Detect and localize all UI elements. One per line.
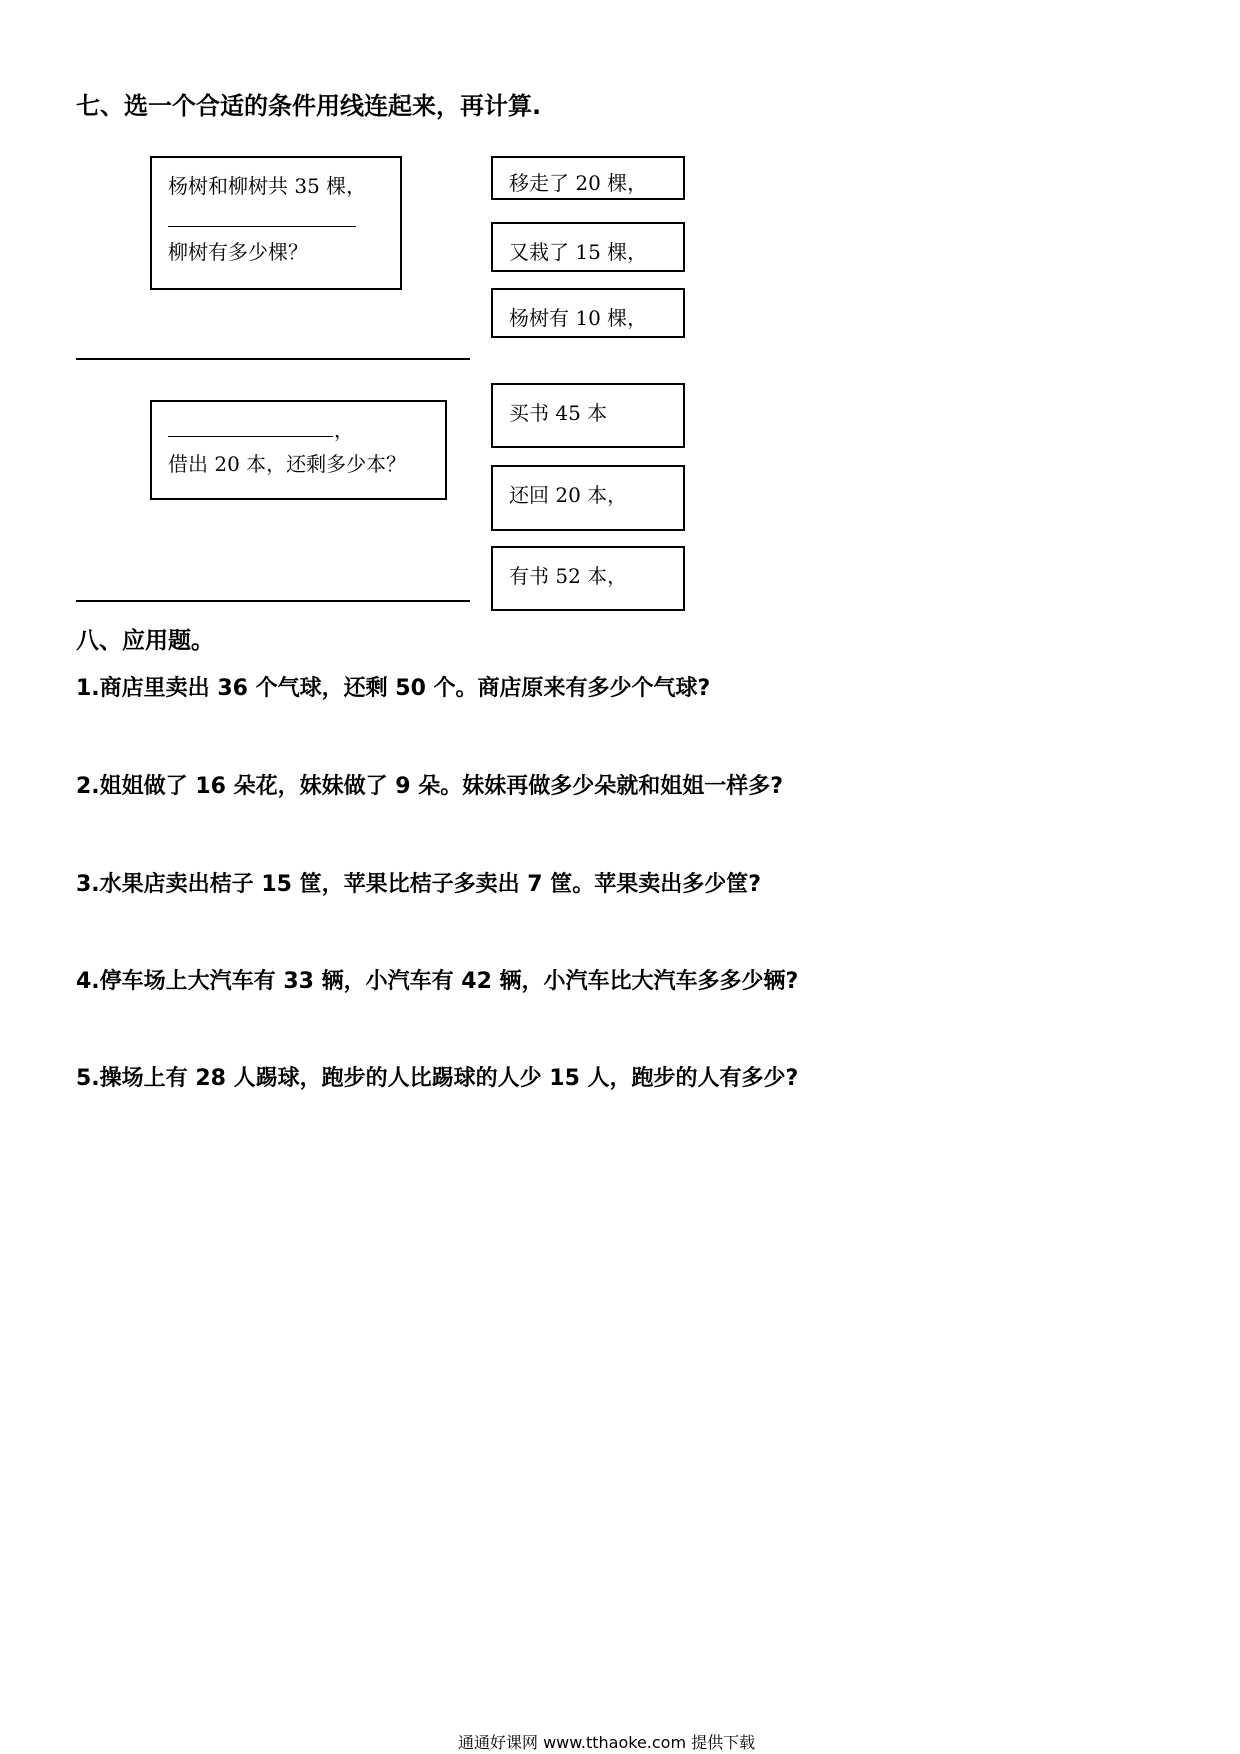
question-5: 5.操场上有 28 人踢球，跑步的人比踢球的人少 15 人，跑步的人有多少? xyxy=(76,1066,799,1091)
group2-question-comma: ， xyxy=(334,418,354,442)
group2-option-box-1[interactable] xyxy=(491,383,685,448)
group1-option-3: 杨树有 10 棵， xyxy=(509,306,648,330)
question-1: 1.商店里卖出 36 个气球，还剩 50 个。商店原来有多少个气球? xyxy=(76,676,711,701)
section-8-title: 八、应用题。 xyxy=(76,628,214,654)
footer-source: 通通好课网 www.tthaoke.com 提供下载 xyxy=(458,1733,756,1752)
group1-question-box xyxy=(150,156,402,290)
question-2: 2.姐姐做了 16 朵花，妹妹做了 9 朵。妹妹再做多少朵就和姐姐一样多? xyxy=(76,774,783,799)
group1-option-2: 又栽了 15 棵， xyxy=(509,240,648,264)
group2-question-line2: 借出 20 本，还剩多少本？ xyxy=(168,452,407,476)
group1-answer-line xyxy=(76,358,470,360)
group1-question-line1: 杨树和柳树共 35 棵， xyxy=(168,174,367,198)
question-4: 4.停车场上大汽车有 33 辆，小汽车有 42 辆，小汽车比大汽车多多少辆? xyxy=(76,969,799,994)
group1-option-1: 移走了 20 棵， xyxy=(509,171,648,195)
group2-option-1: 买书 45 本 xyxy=(509,401,608,425)
group1-answer-blank xyxy=(168,226,356,227)
group1-option-box-2[interactable] xyxy=(491,222,685,272)
question-3: 3.水果店卖出桔子 15 筐，苹果比桔子多卖出 7 筐。苹果卖出多少筐? xyxy=(76,872,761,897)
group2-option-3: 有书 52 本， xyxy=(509,564,628,588)
group2-answer-blank xyxy=(168,436,333,437)
group2-question-box xyxy=(150,400,447,500)
group2-option-box-3[interactable] xyxy=(491,546,685,611)
group2-option-box-2[interactable] xyxy=(491,465,685,531)
group1-option-box-3[interactable] xyxy=(491,288,685,338)
group2-option-2: 还回 20 本， xyxy=(509,483,628,507)
group1-option-box-1[interactable] xyxy=(491,156,685,200)
section-7-title: 七、选一个合适的条件用线连起来，再计算. xyxy=(76,92,542,120)
group2-answer-line xyxy=(76,600,470,602)
group1-question-line2: 柳树有多少棵？ xyxy=(168,240,308,264)
